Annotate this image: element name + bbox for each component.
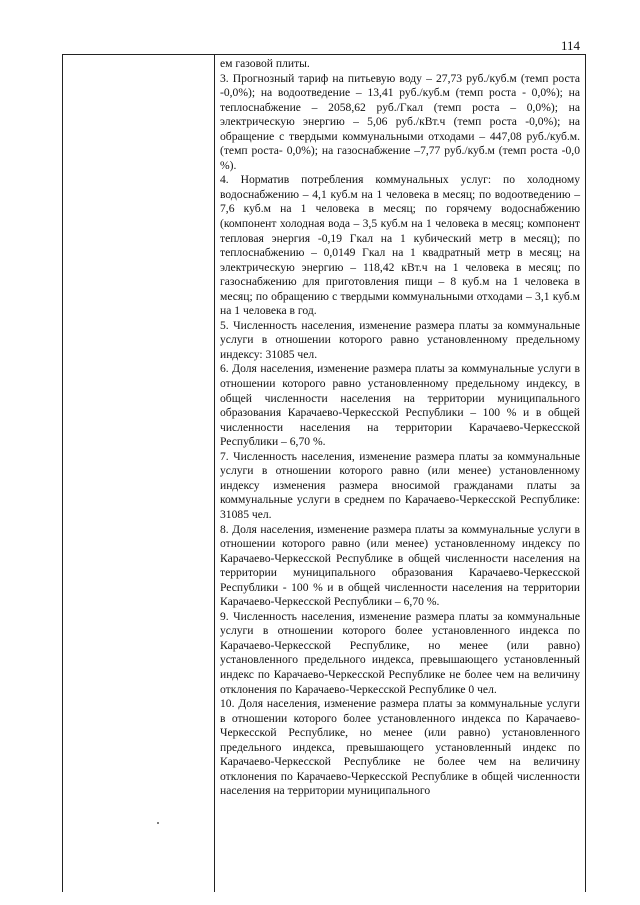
paragraph-6-population-share: 6. Доля населения, изменение размера платы за коммунальные услуги в отношении которого равно установленному предельному индексу, в общей численности населения на территории муниципального образования Карачаево-Черкесской Республики – 100 % и в общей численности населения на территории Карачаево-Черкесской Республики – 6,70 %. — [220, 362, 580, 449]
paragraph-continuation: ем газовой плиты. — [220, 57, 310, 70]
page-number: 114 — [560, 38, 580, 53]
paragraph-7-population-count: 7. Численность населения, изменение размера платы за коммунальные услуги в отношении которого равно (или менее) установленному индексу изменения размера вносимой гражданами платы за коммунальные услуги в среднем по Карачаево-Черкесской Республике: 31085 чел. — [220, 449, 580, 521]
paragraph-5-population-count: 5. Численность населения, изменение размера платы за коммунальные услуги в отношении которого равно установленному предельному индексу: 31085 чел. — [220, 318, 580, 361]
paragraph-9-population-count: 9. Численность населения, изменение размера платы за коммунальные услуги в отношении которого более установленного индекса по Карачаево-Черкесской Республике, но менее (или равно) установленного предельного индекса, превышающего установленный индекс по Карачаево-Черкесской Республике не более чем на величину отклонения по Карачаево-Черкесской Республике 0 чел. — [220, 609, 580, 696]
paragraph-4-consumption-norms: 4. Норматив потребления коммунальных услуг: по холодному водоснабжению – 4,1 куб.м на 1 человека в месяц; по водоотведению – 7,6 куб.м на 1 человека в месяц; по горячему водоснабжению (компонент холодная вода – 3,5 куб.м на 1 человека в месяц; компонент тепловая энергия -0,19 Гкал на 1 кубический метр в месяц); по теплоснабжению – 0,0149 Гкал на 1 квадратный метр в месяц; на электрическую энергию – 118,42 кВт.ч на 1 человека в месяц; по газоснабжению для приготовления пищи – 8 куб.м на 1 человека в месяц; по обращению с твердыми коммунальными отходами – 3,1 куб.м на 1 человека в год. — [220, 173, 580, 318]
scan-speck — [157, 822, 159, 824]
paragraph-8-population-share: 8. Доля населения, изменение размера платы за коммунальные услуги в отношении которого равно (или менее) установленному индексу по Карачаево-Черкесской Республике в общей численности населения на территории муниципального образования Карачаево-Черкесской Республики - 100 % и в общей численности населения на территории Карачаево-Черкесской Республики – 6,70 %. — [220, 522, 580, 609]
paragraph-3-tariffs: 3. Прогнозный тариф на питьевую воду – 27,73 руб./куб.м (темп роста -0,0%); на водоотведение – 13,41 руб./куб.м (темп роста - 0,0%); на теплоснабжение – 2058,62 руб./Гкал (темп роста – 0,0%); на электрическую энергию – 5,06 руб./кВт.ч (темп роста -0,0%); на обращение с твердыми коммунальными отходами – 447,08 руб./куб.м. (темп роста- 0,0%); на газоснабжение –7,77 руб./куб.м (темп роста -0,0 %). — [220, 71, 580, 172]
column-divider — [214, 54, 215, 892]
paragraph-10-population-share: 10. Доля населения, изменение размера платы за коммунальные услуги в отношении которого более установленного индекса по Карачаево-Черкесской Республике, но менее (или равно) установленного предельного индекса, превышающего установленный индекс по Карачаево-Черкесской Республике не более чем на величину отклонения по Карачаево-Черкесской Республике в общей численности населения на территории муниципального — [220, 697, 580, 798]
text-column — [220, 57, 580, 799]
